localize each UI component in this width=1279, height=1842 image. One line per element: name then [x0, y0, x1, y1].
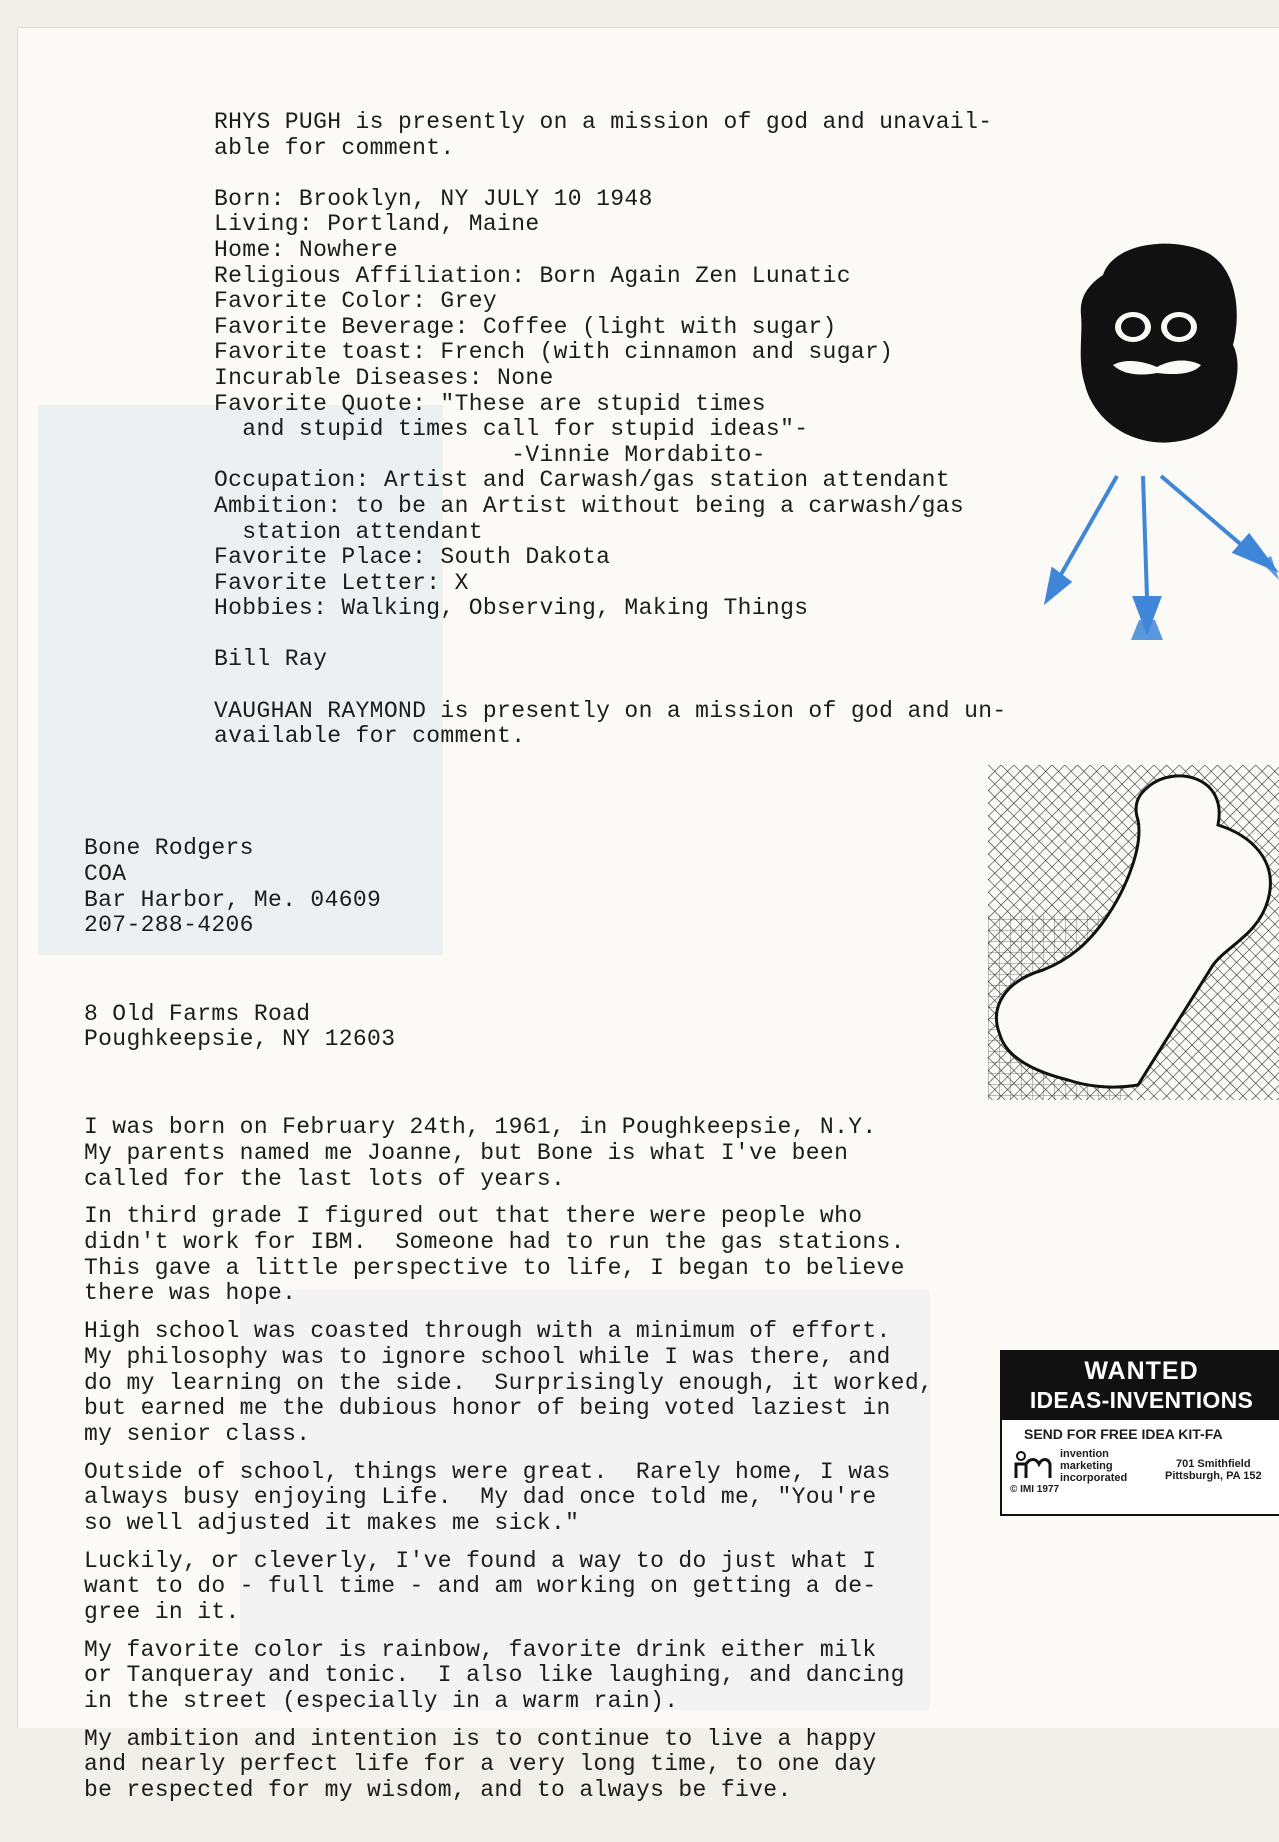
bio-line: Home: Nowhere: [214, 236, 398, 263]
bio-paragraph: [84, 1549, 933, 1626]
paragraph-line: do my learning on the side. Surprisingly enough, it worked,: [84, 1369, 934, 1396]
bio-line: and stupid times call for stupid ideas"-: [214, 416, 809, 443]
paragraph-line: my senior class.: [84, 1420, 311, 1447]
home-address-line: 8 Old Farms Road: [84, 1000, 311, 1027]
paragraph-line: called for the last lots of years.: [84, 1165, 566, 1192]
bio-line: Favorite toast: French (with cinnamon and sugar): [214, 339, 894, 366]
wanted-ideas-ad: [1000, 1350, 1279, 1516]
ad-headline-wanted: WANTED: [1084, 1357, 1199, 1385]
bearded-face-drawing: [1073, 235, 1241, 445]
ad-company-line: marketing: [1060, 1460, 1113, 1472]
bio-line: Ambition: to be an Artist without being a carwash/gas: [214, 492, 965, 519]
address-line: COA: [84, 861, 127, 888]
address-line: 207-288-4206: [84, 912, 254, 939]
bio-paragraph: [84, 1460, 933, 1537]
paragraph-line: This gave a little perspective to life, I began to believe: [84, 1254, 905, 1281]
bio-line: [214, 622, 1007, 648]
bio-line: VAUGHAN RAYMOND is presently on a mission of god and un-: [214, 697, 1007, 724]
bio-line: Religious Affiliation: Born Again Zen Lunatic: [214, 262, 851, 289]
paragraph-line: there was hope.: [84, 1280, 297, 1307]
bio-line: -Vinnie Mordabito-: [214, 441, 766, 468]
bio-line: RHYS PUGH is presently on a mission of god and unavail-: [214, 109, 993, 135]
bone-bio-paragraphs: [84, 1115, 933, 1804]
paragraph-line: I was born on February 24th, 1961, in Poughkeepsie, N.Y.: [84, 1114, 877, 1141]
ad-company-name: [1060, 1448, 1127, 1484]
ad-company-line: invention: [1060, 1448, 1109, 1460]
bio-line: able for comment.: [214, 134, 455, 161]
bone-rodgers-block: [84, 785, 933, 1842]
bio-line: Favorite Beverage: Coffee (light with sugar): [214, 313, 837, 340]
paragraph-line: Luckily, or cleverly, I've found a way to do just what I: [84, 1547, 877, 1574]
home-address-line: Poughkeepsie, NY 12603: [84, 1026, 396, 1053]
paragraph-line: My favorite color is rainbow, favorite drink either milk: [84, 1636, 877, 1663]
paragraph-line: Outside of school, things were great. Rarely home, I was: [84, 1458, 891, 1485]
ad-kit-line: SEND FOR FREE IDEA KIT-FA: [1024, 1426, 1223, 1442]
crosshatch-drawing: [988, 765, 1279, 1100]
bio-line: Hobbies: Walking, Observing, Making Things: [214, 595, 809, 622]
imi-logo-icon: [1014, 1450, 1052, 1480]
bio-line: Occupation: Artist and Carwash/gas station attendant: [214, 467, 950, 494]
ad-company-line: incorporated: [1060, 1472, 1128, 1484]
bio-line: Favorite Color: Grey: [214, 288, 498, 315]
bio-line: Incurable Diseases: None: [214, 364, 554, 391]
bio-line: Favorite Quote: "These are stupid times: [214, 390, 766, 417]
address-line: Bar Harbor, Me. 04609: [84, 886, 382, 913]
paragraph-line: In third grade I figured out that there were people who: [84, 1203, 863, 1230]
bone-home-address: [84, 1002, 933, 1053]
bio-paragraph: [84, 1204, 933, 1307]
bio-line: Bill Ray: [214, 646, 328, 673]
bio-line: Born: Brooklyn, NY JULY 10 1948: [214, 185, 653, 212]
bio-text-block: [214, 110, 1007, 750]
paragraph-line: gree in it.: [84, 1599, 240, 1626]
bio-line: [214, 161, 1007, 187]
bio-line: [214, 673, 1007, 699]
paragraph-line: always busy enjoying Life. My dad once told me, "You're: [84, 1484, 877, 1511]
ad-address-line: Pittsburgh, PA 152: [1165, 1470, 1262, 1482]
paragraph-line: My philosophy was to ignore school while I was there, and: [84, 1343, 891, 1370]
bio-paragraph: [84, 1638, 933, 1715]
paragraph-line: want to do - full time - and am working on getting a de-: [84, 1573, 877, 1600]
bio-line: available for comment.: [214, 723, 526, 750]
paragraph-line: but earned me the dubious honor of being voted laziest in: [84, 1395, 891, 1422]
bone-address: [84, 836, 933, 939]
ad-headline-banner: [1002, 1352, 1279, 1420]
ad-headline-ideas: IDEAS-INVENTIONS: [1029, 1387, 1254, 1413]
bio-line: Living: Portland, Maine: [214, 211, 540, 238]
paragraph-line: be respected for my wisdom, and to always be five.: [84, 1777, 792, 1804]
bio-line: station attendant: [214, 518, 483, 545]
paragraph-line: or Tanqueray and tonic. I also like laughing, and dancing: [84, 1662, 905, 1689]
paragraph-line: didn't work for IBM. Someone had to run the gas stations.: [84, 1229, 905, 1256]
ad-copyright: © IMI 1977: [1010, 1484, 1060, 1495]
paragraph-line: My ambition and intention is to continue to live a happy: [84, 1725, 877, 1752]
bio-paragraph: [84, 1727, 933, 1804]
blue-arrows-drawing: [1035, 470, 1279, 645]
bio-paragraph: [84, 1115, 933, 1192]
paragraph-line: My parents named me Joanne, but Bone is what I've been: [84, 1140, 849, 1167]
bio-paragraph: [84, 1319, 933, 1447]
bio-line: Favorite Place: South Dakota: [214, 544, 611, 571]
paragraph-line: in the street (especially in a warm rain).: [84, 1688, 679, 1715]
bio-line: Favorite Letter: X: [214, 569, 469, 596]
ad-address: [1165, 1458, 1262, 1482]
paragraph-line: so well adjusted it makes me sick.": [84, 1509, 580, 1536]
ad-address-line: 701 Smithfield: [1176, 1458, 1251, 1470]
paragraph-line: High school was coasted through with a minimum of effort.: [84, 1318, 891, 1345]
paragraph-line: and nearly perfect life for a very long time, to one day: [84, 1751, 877, 1778]
address-line: Bone Rodgers: [84, 835, 254, 862]
